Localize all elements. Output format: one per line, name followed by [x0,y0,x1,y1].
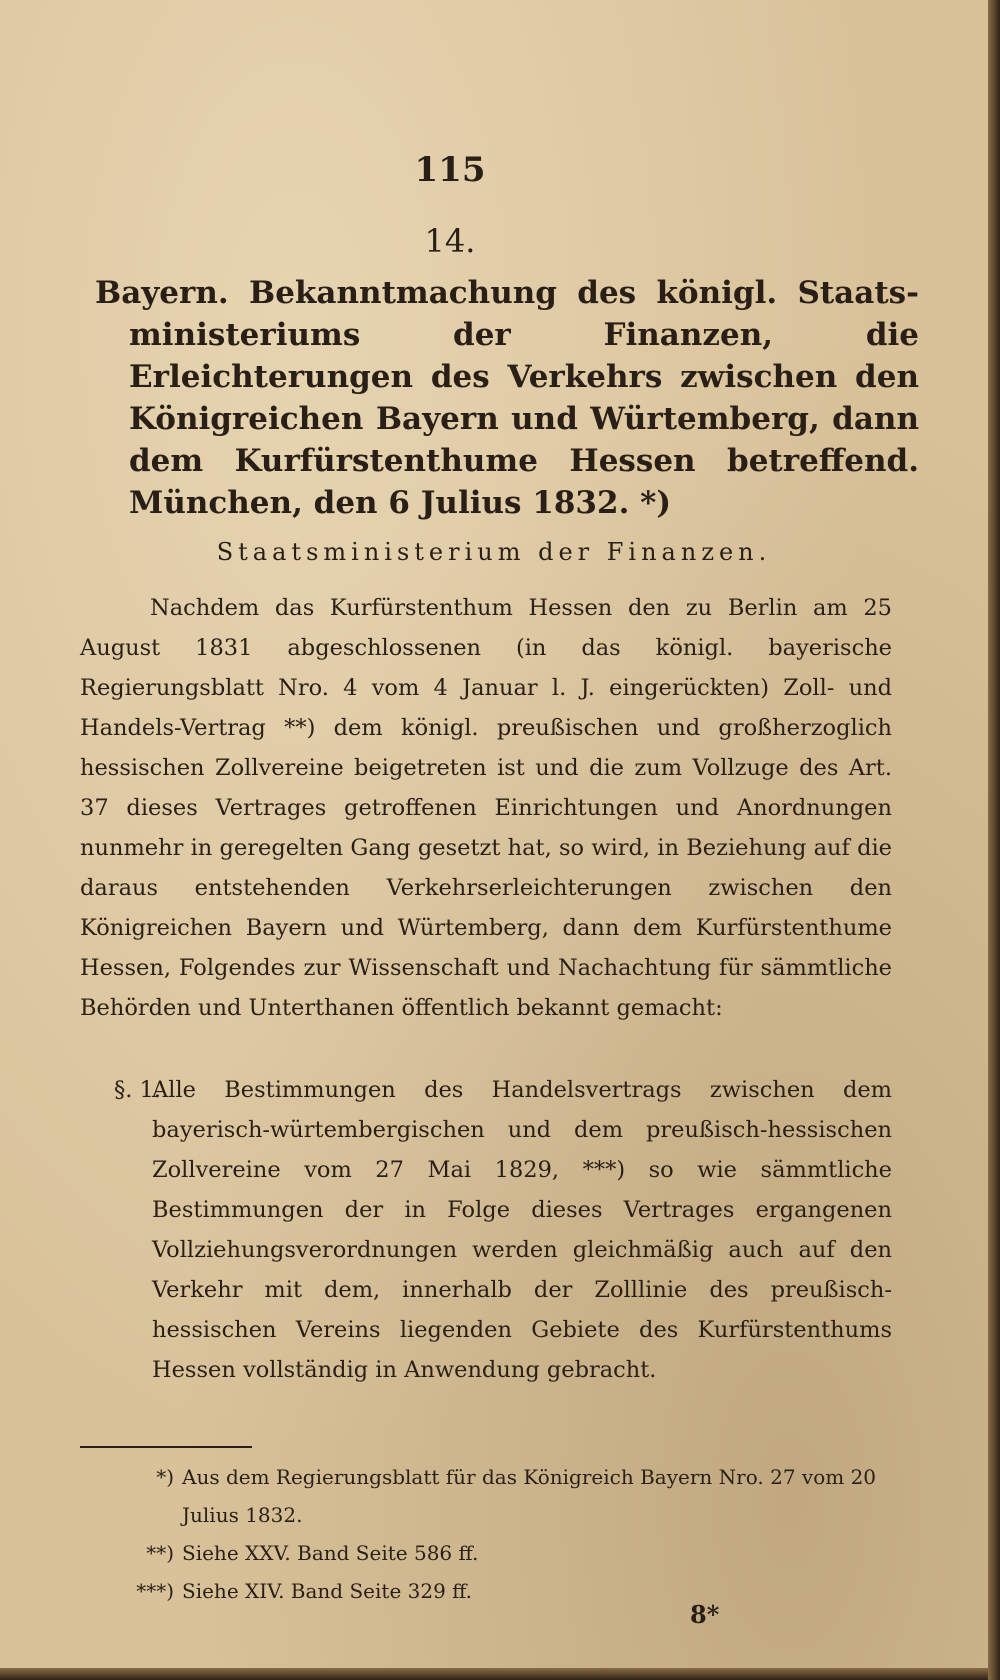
footnote-text: Siehe XIV. Band Seite 329 ff. [182,1579,473,1603]
footnote-2 [104,1534,884,1572]
footnote-rule [80,1446,252,1448]
ministry-heading: Staatsministerium der Finanzen. [216,538,772,566]
section-1 [80,1070,892,1390]
page-edge-bottom [0,1668,988,1680]
footnote-mark: **) [146,1541,174,1565]
footnote-text: Aus dem Regierungsblatt für das Königreich Bayern Nro. 27 vom 20 Julius 1832. [182,1465,877,1527]
section-sign: §. 1. [114,1077,162,1103]
section-number: 14. [424,222,476,260]
main-text [80,588,892,1064]
document-title: Bayern. Bekanntmachung des königl. Staats-ministeriums der Finanzen, die Erleichterungen des Verkehrs zwischen den Königreichen Bayern und Würtemberg, dann dem Kurfürstenthume Hessen betreffend. München, den 6 Julius 1832. *) [95,275,919,521]
paragraph-1: Nachdem das Kurfürstenthum Hessen den zu Berlin am 25 August 1831 abgeschlossenen (in das königl. bayerische Regierungsblatt Nro. 4 vom 4 Januar l. J. eingerückten) Zoll- und Handels-Vertrag **) dem königl. preußischen und großherzoglich hessischen Zollvereine beigetreten ist und die zum Vollzuge des Art. 37 dieses Vertrages getroffenen Einrichtungen und Anordnungen nunmehr in geregelten Gang gesetzt hat, so wird, in Beziehung auf die daraus entstehenden Verkehrserleichterungen zwischen den Königreichen Bayern und Würtemberg, dann dem Kurfürstenthume Hessen, Folgendes zur Wissenschaft und Nachachtung für sämmtliche Behörden und Unterthanen öffentlich bekannt gemacht: [80,595,892,1021]
footnote-mark: *) [156,1465,174,1489]
page-edge-right [988,0,1000,1680]
sheet-signature: 8* [690,1600,720,1629]
footnote-mark: ***) [136,1579,174,1603]
page-number: 115 [414,150,486,190]
footnote-3 [104,1572,884,1610]
footnote-1 [104,1458,884,1534]
footnote-text: Siehe XXV. Band Seite 586 ff. [182,1541,479,1565]
section-1-text: Alle Bestimmungen des Handelsvertrags zwischen dem bayerisch-würtembergischen und dem preußisch-hessischen Zollvereine vom 27 Mai 1829, ***) so wie sämmtliche Bestimmungen der in Folge dieses Vertrages ergangenen Vollziehungsverordnungen werden gleichmäßig auch auf den Verkehr mit dem, innerhalb der Zolllinie des preußisch-hessischen Vereins liegenden Gebiete des Kurfürstenthums Hessen vollständig in Anwendung gebracht. [152,1077,892,1383]
footnotes [104,1458,884,1610]
